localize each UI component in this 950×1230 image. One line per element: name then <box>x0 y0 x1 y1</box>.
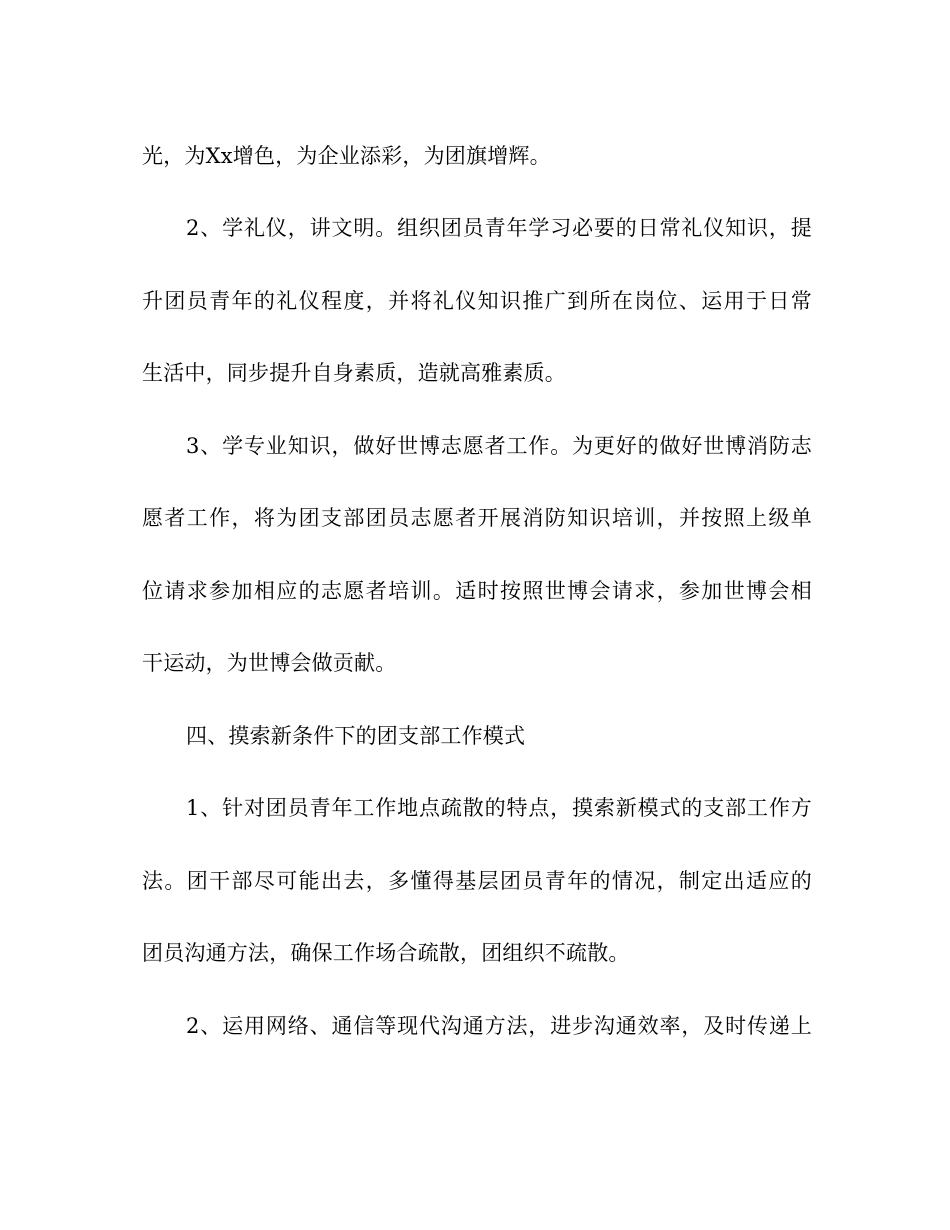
text-line-4: 生活中，同步提升自身素质，造就高雅素质。 <box>142 361 566 385</box>
text-line-6: 愿者工作，将为团支部团员志愿者开展消防知识培训，并按照上级单 <box>142 506 812 530</box>
text-line-10: 1、针对团员青年工作地点疏散的特点，摸索新模式的支部工作方 <box>186 796 812 820</box>
text-line-1: 光，为Xx增色，为企业添彩，为团旗增辉。 <box>142 144 551 168</box>
text-line-13: 2、运用网络、通信等现代沟通方法，进步沟通效率，及时传递上 <box>186 1014 812 1038</box>
section-heading: 四、摸索新条件下的团支部工作模式 <box>186 724 526 748</box>
text-line-5: 3、学专业知识，做好世博志愿者工作。为更好的做好世博消防志 <box>186 434 812 458</box>
text-line-3: 升团员青年的礼仪程度，并将礼仪知识推广到所在岗位、运用于日常 <box>142 289 812 313</box>
text-line-12: 团员沟通方法，确保工作场合疏散，团组织不疏散。 <box>142 941 630 965</box>
text-line-2: 2、学礼仪，讲文明。组织团员青年学习必要的日常礼仪知识，提 <box>186 216 812 240</box>
text-line-7: 位请求参加相应的志愿者培训。适时按照世博会请求，参加世博会相 <box>142 579 812 603</box>
text-line-11: 法。团干部尽可能出去，多懂得基层团员青年的情况，制定出适应的 <box>142 869 812 893</box>
text-line-8: 干运动，为世博会做贡献。 <box>142 651 397 675</box>
